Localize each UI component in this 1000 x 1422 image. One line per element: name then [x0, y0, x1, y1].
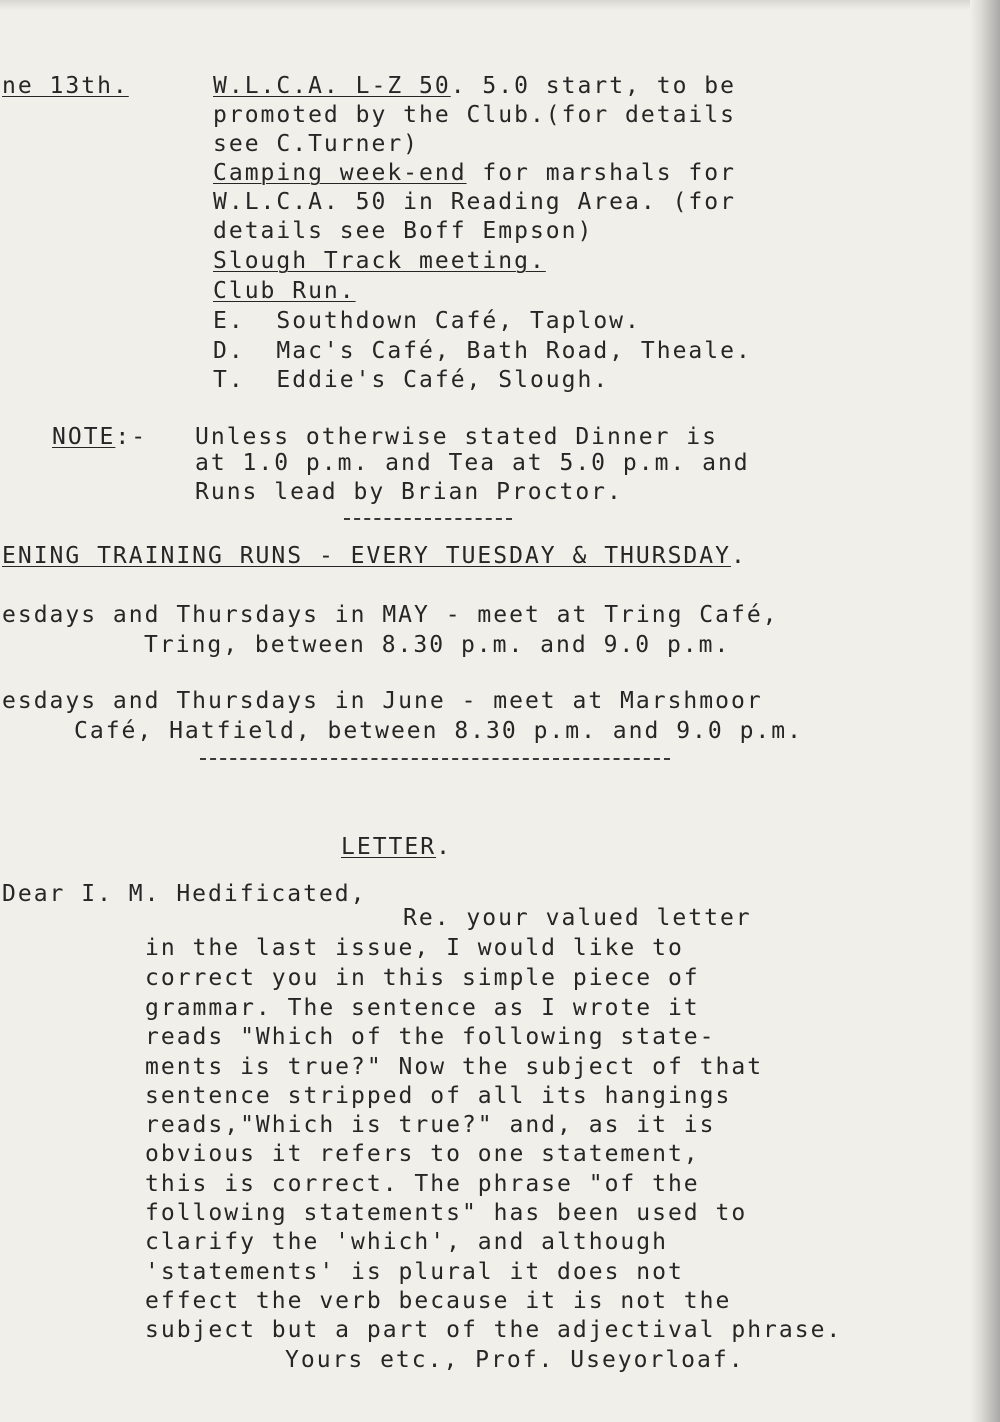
separator-short	[344, 518, 512, 520]
separator-long	[200, 758, 670, 760]
note-line-2: at 1.0 p.m. and Tea at 5.0 p.m. and	[195, 450, 750, 476]
training-may-line-1: esdays and Thursdays in MAY - meet at Tring Café,	[2, 602, 779, 628]
letter-line-6: ments is true?" Now the subject of that	[145, 1054, 764, 1080]
training-june-line-1: esdays and Thursdays in June - meet at Marshmoor	[2, 688, 763, 714]
fixture-event1-line3: see C.Turner)	[213, 131, 420, 157]
fixture-date	[2, 72, 129, 101]
fixture-event2-line1	[213, 159, 736, 188]
letter-line-14: effect the verb because it is not the	[145, 1288, 732, 1314]
page-binding-shadow	[970, 0, 1000, 1422]
letter-line-7: sentence stripped of all its hangings	[145, 1083, 732, 1109]
letter-heading-suffix: .	[436, 834, 452, 860]
page-top-edge	[0, 0, 1000, 10]
letter-line-15: subject but a part of the adjectival phrase.	[145, 1317, 843, 1343]
note-line-3: Runs lead by Brian Proctor.	[195, 479, 623, 505]
note-label-suffix: :-	[115, 424, 148, 450]
fixture-event2-line3: details see Boff Empson)	[213, 218, 594, 244]
note-line-1: Unless otherwise stated Dinner is	[195, 424, 718, 450]
club-run-e: E. Southdown Café, Taplow.	[213, 308, 641, 334]
letter-line-4: grammar. The sentence as I wrote it	[145, 995, 700, 1021]
letter-line-11: following statements" has been used to	[145, 1200, 748, 1226]
letter-line-3: correct you in this simple piece of	[145, 965, 700, 991]
event1-rest: . 5.0 start, to be	[450, 73, 736, 99]
event4-title: Club Run.	[213, 278, 356, 304]
event1-title: W.L.C.A. L-Z 50	[213, 73, 451, 99]
letter-heading-text: LETTER	[341, 834, 437, 860]
letter-signoff: Yours etc., Prof. Useyorloaf.	[285, 1347, 745, 1373]
training-heading-text: ENING TRAINING RUNS - EVERY TUESDAY & THURSDAY	[2, 543, 731, 569]
letter-heading	[341, 833, 452, 862]
fixture-event1-line1	[213, 72, 736, 101]
event3-title: Slough Track meeting.	[213, 248, 546, 274]
fixture-event1-line2: promoted by the Club.(for details	[213, 102, 736, 128]
letter-line-12: clarify the 'which', and although	[145, 1229, 668, 1255]
fixture-event3	[213, 247, 546, 276]
letter-salutation: Dear I. M. Hedificated,	[2, 881, 367, 907]
note-label-text: NOTE	[52, 424, 116, 450]
fixture-event2-line2: W.L.C.A. 50 in Reading Area. (for	[213, 189, 736, 215]
training-may-line-2: Tring, between 8.30 p.m. and 9.0 p.m.	[144, 632, 731, 658]
training-heading-suffix: .	[730, 543, 747, 569]
date-label: ne 13th.	[2, 73, 129, 99]
fixture-event4	[213, 277, 356, 306]
event2-title: Camping week-end	[213, 160, 467, 186]
letter-line-8: reads,"Which is true?" and, as it is	[145, 1112, 716, 1138]
letter-line-1: Re. your valued letter	[403, 905, 752, 931]
letter-line-10: this is correct. The phrase "of the	[145, 1171, 700, 1197]
club-run-t: T. Eddie's Café, Slough.	[213, 367, 610, 393]
letter-line-13: 'statements' is plural it does not	[145, 1259, 684, 1285]
training-heading	[2, 542, 747, 571]
club-run-d: D. Mac's Café, Bath Road, Theale.	[213, 338, 752, 364]
letter-line-5: reads "Which of the following state-	[145, 1024, 716, 1050]
training-june-line-2: Café, Hatfield, between 8.30 p.m. and 9.0 p.m.	[74, 718, 803, 744]
letter-line-2: in the last issue, I would like to	[145, 935, 684, 961]
letter-line-9: obvious it refers to one statement,	[145, 1141, 700, 1167]
note-label	[52, 423, 147, 452]
event2-rest: for marshals for	[466, 160, 736, 186]
